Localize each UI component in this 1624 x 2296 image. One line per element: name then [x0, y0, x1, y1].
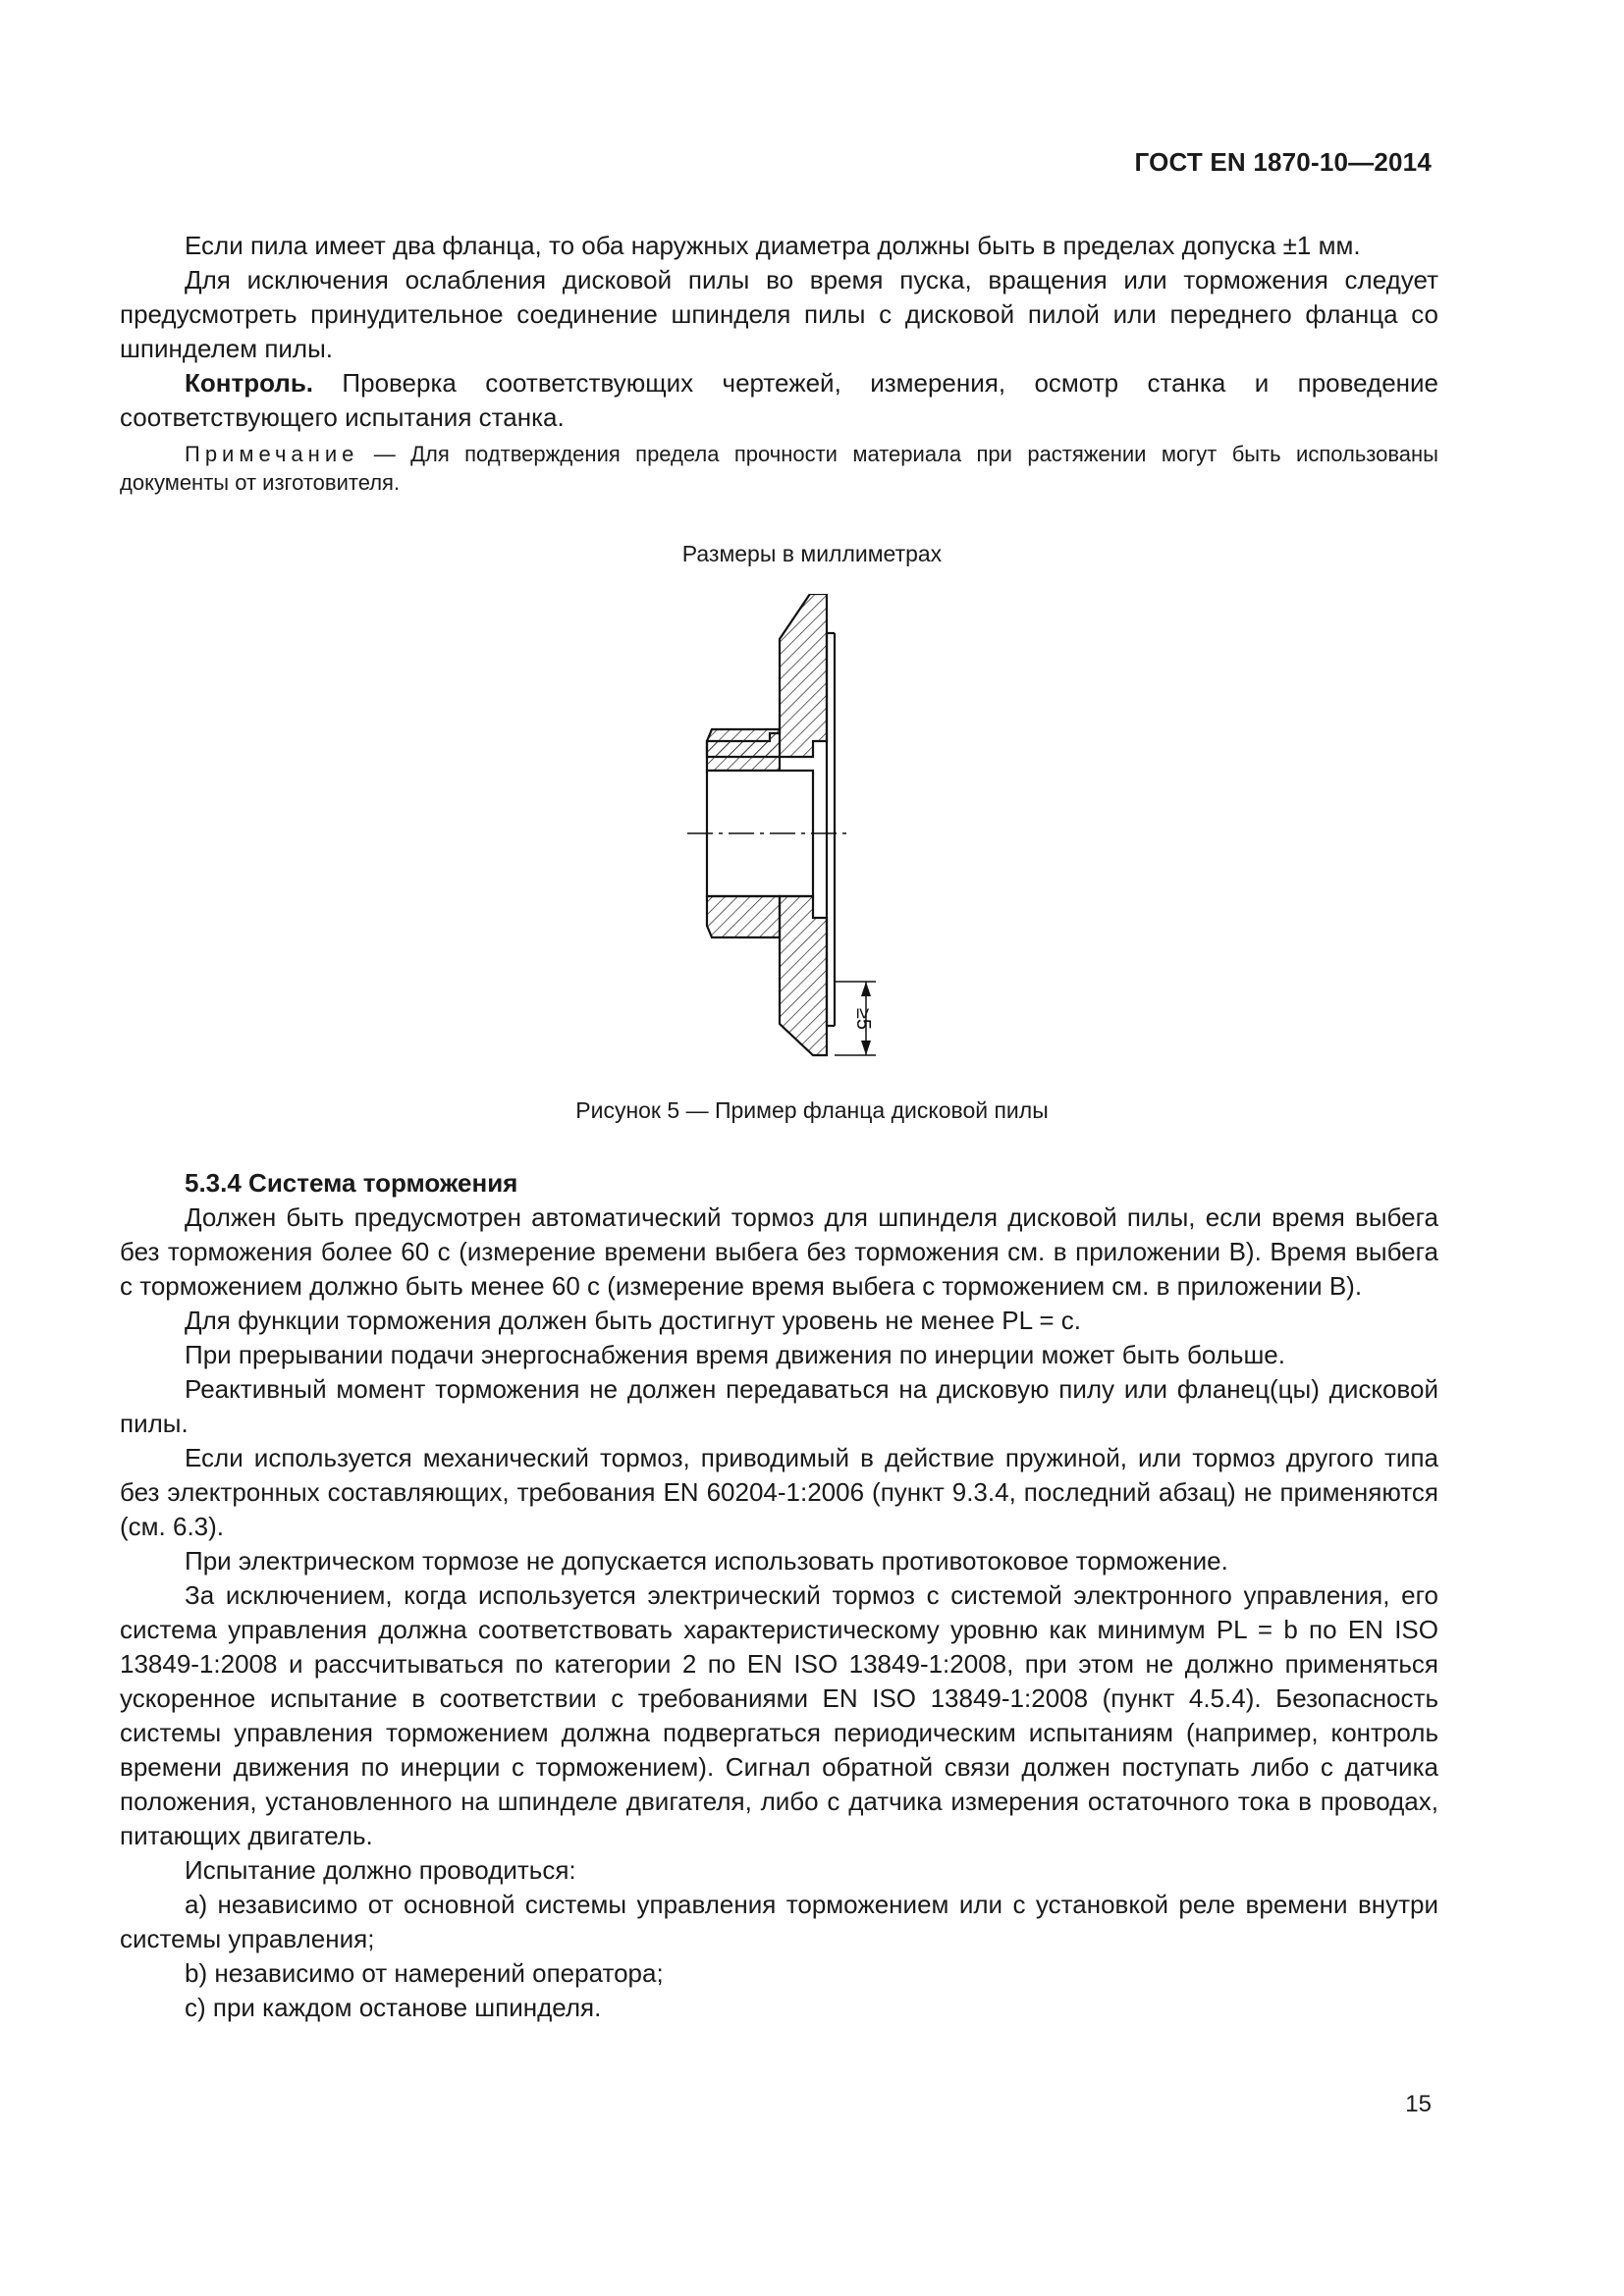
section-title: 5.3.4 Система торможения	[185, 1168, 518, 1198]
paragraph: Испытание должно проводиться:	[185, 1855, 576, 1885]
note-label: Примечание	[185, 442, 359, 466]
hub-upper-section	[707, 729, 780, 771]
paragraph: При электрическом тормозе не допускается использовать противотоковое торможение.	[185, 1546, 1228, 1575]
section-5-3-4	[120, 1166, 1438, 2025]
document-header: ГОСТ EN 1870-10—2014	[1134, 147, 1432, 177]
control-text: Проверка соответствующих чертежей, измерения, осмотр станка и проведение соответствующего испытания станка.	[120, 368, 1438, 432]
note	[120, 440, 1438, 497]
flange-drawing	[677, 594, 913, 1065]
paragraph: Если пила имеет два фланца, то оба наружных диаметра должны быть в пределах допуска ±1 мм.	[185, 231, 1361, 260]
paragraph: При прерывании подачи энергоснабжения время движения по инерции может быть больше.	[185, 1340, 1285, 1369]
paragraph: Если используется механический тормоз, приводимый в действие пружиной, или тормоз другого типа без электронных составляющих, требования EN 60204-1:2006 (пункт 9.3.4, последний абзац) не применяются (см. 6.3).	[120, 1443, 1438, 1541]
paragraph: Реактивный момент торможения не должен передаваться на дисковую пилу или фланец(цы) дисковой пилы.	[120, 1374, 1438, 1438]
dimension-value: ≥5	[852, 1007, 874, 1031]
figure-caption: Рисунок 5 — Пример фланца дисковой пилы	[575, 1097, 1049, 1123]
list-item: c) при каждом останове шпинделя.	[185, 1993, 602, 2022]
page-number: 15	[1405, 2091, 1432, 2117]
list-item: a) независимо от основной системы управления торможением или с установкой реле времени внутри системы управления;	[120, 1890, 1438, 1953]
hub-lower-section	[707, 896, 780, 937]
note-text: — Для подтверждения предела прочности материала при растяжении могут быть использованы документы от изготовителя.	[120, 442, 1438, 495]
dimensions-label: Размеры в миллиметрах	[681, 541, 943, 566]
paragraph: Должен быть предусмотрен автоматический тормоз для шпинделя дисковой пилы, если время выбега без торможения более 60 с (измерение времени выбега без торможения см. в приложении В). Время выбега с торможением должно быть менее 60 с (измерение время выбега с торможением см. в приложении В).	[120, 1202, 1438, 1301]
control-paragraph	[120, 366, 1438, 435]
list-item: b) независимо от намерений оператора;	[185, 1958, 664, 1988]
intro-text	[120, 229, 1438, 435]
control-label: Контроль.	[185, 368, 314, 398]
flange-lower-section	[780, 896, 827, 1055]
paragraph: Для функции торможения должен быть достигнут уровень не менее PL = с.	[185, 1306, 1081, 1335]
paragraph: Для исключения ослабления дисковой пилы во время пуска, вращения или торможения следует предусмотреть принудительное соединение шпинделя пилы с дисковой пилой или переднего фланца со шпинделем пилы.	[120, 265, 1438, 363]
paragraph: За исключением, когда используется электрический тормоз с системой электронного управления, его система управления должна соответствовать характеристическому уровню как минимум PL = b по EN ISO 13849-1:2008 и рассчитываться по категории 2 по EN ISO 13849-1:2008, при этом не должно применяться ускоренное испытание в соответствии с требованиями EN ISO 13849-1:2008 (пункт 4.5.4). Безопасность системы управления торможением должна подвергаться периодическим испытаниям (например, контроль времени движения по инерции с торможением). Сигнал обратной связи должен поступать либо с датчика положения, установленного на шпинделе двигателя, либо с датчика измерения остаточного тока в проводах, питающих двигатель.	[120, 1580, 1438, 1850]
